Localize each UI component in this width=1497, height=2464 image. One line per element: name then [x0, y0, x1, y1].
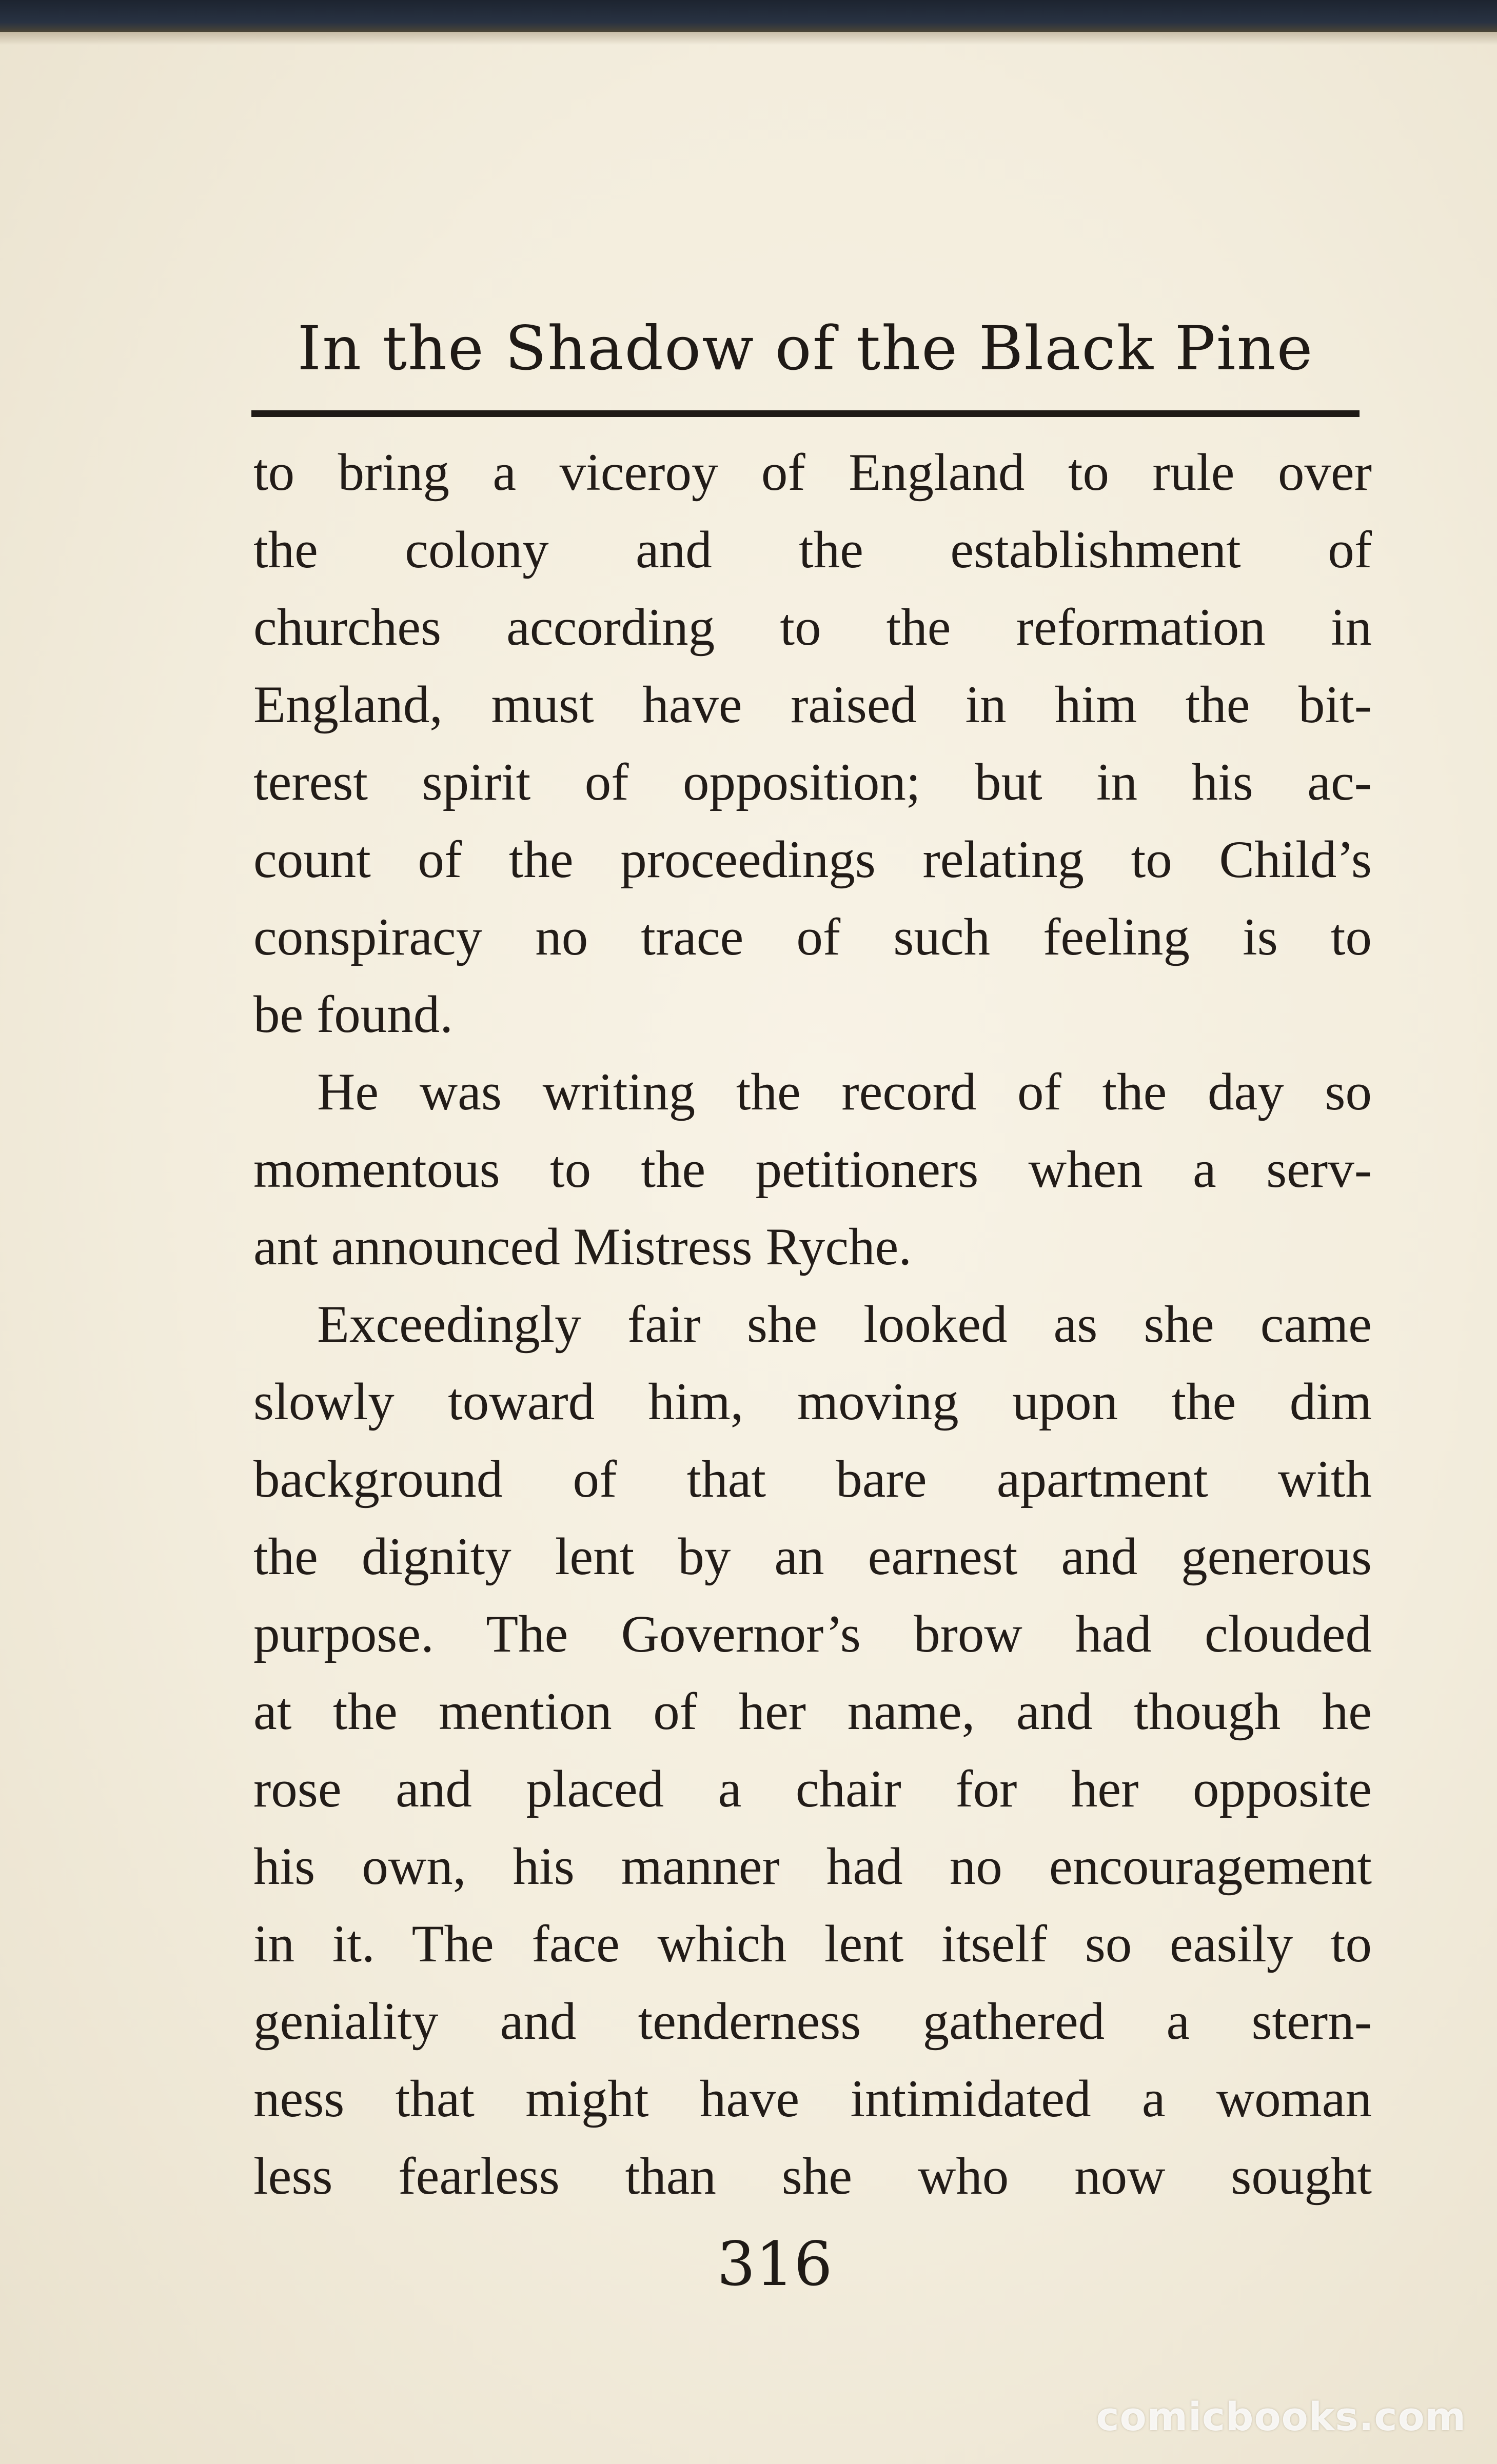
text-line: ness that might have intimidated a woman — [253, 2070, 1372, 2128]
text-line: background of that bare apartment with — [253, 1450, 1372, 1508]
text-line: the dignity lent by an earnest and generous — [253, 1527, 1372, 1586]
text-line: terest spirit of opposition; but in his ac- — [253, 753, 1372, 811]
book-cover-edge — [0, 0, 1497, 32]
text-line: at the mention of her name, and though he — [253, 1682, 1372, 1741]
header-rule — [251, 410, 1360, 417]
watermark: comicbooks.com — [1096, 2394, 1466, 2439]
text-line: churches according to the reformation in — [253, 598, 1372, 657]
text-line: slowly toward him, moving upon the dim — [253, 1373, 1372, 1431]
text-line: count of the proceedings relating to Child’s — [253, 830, 1372, 889]
body-text — [253, 434, 1372, 2215]
text-line: Exceedingly fair she looked as she came — [317, 1295, 1372, 1354]
text-line: the colony and the establishment of — [253, 521, 1372, 579]
text-line: ant announced Mistress Ryche. — [253, 1218, 912, 1276]
text-line: purpose. The Governor’s brow had clouded — [253, 1605, 1372, 1663]
text-line: rose and placed a chair for her opposite — [253, 1760, 1372, 1818]
text-line: his own, his manner had no encouragement — [253, 1837, 1372, 1896]
text-line: be found. — [253, 985, 454, 1044]
text-line: England, must have raised in him the bit- — [253, 675, 1372, 734]
text-line: momentous to the petitioners when a serv- — [253, 1140, 1372, 1199]
text-line: less fearless than she who now sought — [253, 2147, 1372, 2205]
page-number: 316 — [717, 2229, 833, 2299]
running-head: In the Shadow of the Black Pine — [297, 313, 1314, 384]
text-line: geniality and tenderness gathered a stern- — [253, 1992, 1372, 2051]
text-line: conspiracy no trace of such feeling is to — [253, 908, 1372, 966]
text-line: to bring a viceroy of England to rule over — [253, 443, 1372, 502]
text-line: He was writing the record of the day so — [317, 1063, 1372, 1121]
page-shadow — [0, 32, 1497, 45]
text-line: in it. The face which lent itself so easily to — [253, 1915, 1372, 1973]
